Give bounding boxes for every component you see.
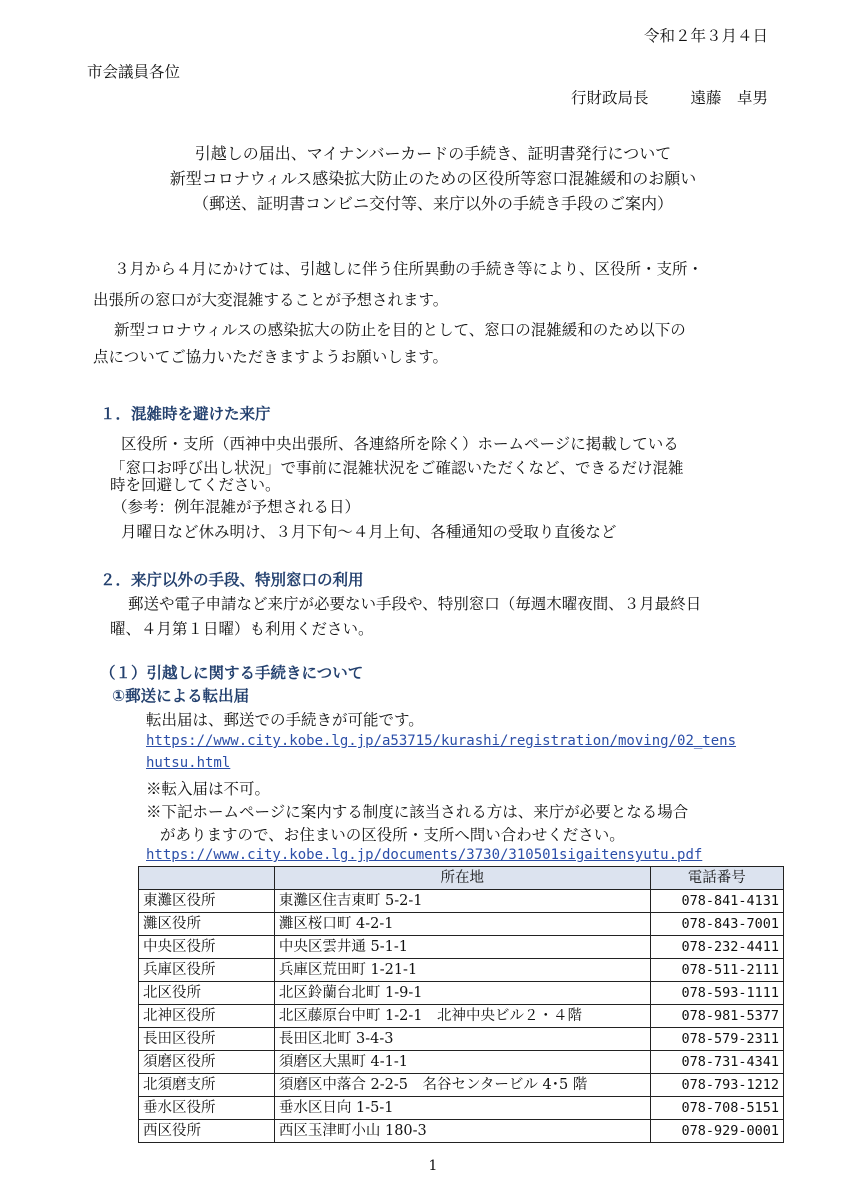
- table-row: [139, 1028, 784, 1051]
- section2-heading: ２．来庁以外の手段、特別窓口の利用: [100, 571, 364, 589]
- office-address: 垂水区日向 1-5-1: [274, 1097, 650, 1120]
- office-address: 北区藤原台中町 1-2-1 北神中央ビル２・４階: [274, 1005, 650, 1028]
- title-line-2: 新型コロナウィルス感染拡大防止のための区役所等窓口混雑緩和のお願い: [169, 169, 697, 188]
- intro-p1-line1: ３月から４月にかけては、引越しに伴う住所異動の手続き等により、区役所・支所・: [114, 260, 704, 278]
- office-address: 須磨区大黒町 4-1-1: [274, 1051, 650, 1074]
- section1-ref-text: 月曜日など休み明け、３月下旬〜４月上旬、各種通知の受取り直後など: [121, 523, 617, 541]
- table-header-row: [139, 867, 784, 890]
- office-phone: 078-708-5151: [650, 1097, 783, 1120]
- sender-name: 遠藤 卓男: [690, 89, 768, 107]
- office-address: 長田区北町 3-4-3: [274, 1028, 650, 1051]
- page-number: 1: [428, 1158, 438, 1174]
- section1-line3: 時を回避してください。: [110, 476, 281, 494]
- office-phone: 078-593-1111: [650, 982, 783, 1005]
- item-heading: ①郵送による転出届: [112, 687, 250, 705]
- table-row: [139, 890, 784, 913]
- office-phone: 078-232-4411: [650, 936, 783, 959]
- sender-title: 行財政局長: [570, 89, 649, 107]
- moving-out-link[interactable]: [146, 733, 736, 749]
- table-row: [139, 959, 784, 982]
- table-row: [139, 1051, 784, 1074]
- office-address: 兵庫区荒田町 1-21-1: [274, 959, 650, 982]
- section1-ref-label: （参考：例年混雑が予想される日）: [112, 498, 361, 516]
- moving-out-link-part1[interactable]: https://www.city.kobe.lg.jp/a53715/kurashi/registration/moving/02_tens: [146, 733, 737, 749]
- office-name: 中央区役所: [139, 936, 275, 959]
- office-phone: 078-579-2311: [650, 1028, 783, 1051]
- moving-out-link-part2[interactable]: hutsu.html: [146, 755, 231, 771]
- office-phone: 078-793-1212: [650, 1074, 783, 1097]
- office-name: 垂水区役所: [139, 1097, 275, 1120]
- office-phone: 078-981-5377: [650, 1005, 783, 1028]
- table-row: [139, 936, 784, 959]
- office-name: 灘区役所: [139, 913, 275, 936]
- office-phone: 078-731-4341: [650, 1051, 783, 1074]
- office-name: 東灘区役所: [139, 890, 275, 913]
- header-phone: 電話番号: [650, 867, 783, 890]
- office-phone: 078-929-0001: [650, 1120, 783, 1143]
- header-office: [139, 867, 275, 890]
- office-address: 北区鈴蘭台北町 1-9-1: [274, 982, 650, 1005]
- office-phone: 078-511-2111: [650, 959, 783, 982]
- note-inquiry-line1: ※下記ホームページに案内する制度に該当される方は、来庁が必要となる場合: [146, 803, 689, 821]
- section1-line1: 区役所・支所（西神中央出張所、各連絡所を除く）ホームページに掲載している: [121, 435, 679, 453]
- office-address: 中央区雲井通 5-1-1: [274, 936, 650, 959]
- table-row: [139, 1074, 784, 1097]
- office-phone: 078-843-7001: [650, 913, 783, 936]
- note-transfer-in: ※転入届は不可。: [146, 780, 271, 798]
- intro-p2-line2: 点についてご協力いただきますようお願いします。: [93, 348, 448, 366]
- office-name: 北区役所: [139, 982, 275, 1005]
- office-name: 兵庫区役所: [139, 959, 275, 982]
- note-inquiry-line2: がありますので、お住まいの区役所・支所へ問い合わせください。: [160, 826, 625, 844]
- section1-line2: 「窓口お呼び出し状況」で事前に混雑状況をご確認いただくなど、できるだけ混雑: [110, 459, 684, 477]
- office-phone: 078-841-4131: [650, 890, 783, 913]
- title-line-1: 引越しの届出、マイナンバーカードの手続き、証明書発行について: [194, 144, 672, 163]
- table-row: [139, 982, 784, 1005]
- subsection-heading: （１）引越しに関する手続きについて: [100, 664, 364, 682]
- section2-line2: 曜、４月第１日曜）も利用ください。: [110, 620, 374, 638]
- office-name: 北須磨支所: [139, 1074, 275, 1097]
- moving-out-link-continued[interactable]: [146, 755, 230, 771]
- table-row: [139, 1097, 784, 1120]
- office-name: 西区役所: [139, 1120, 275, 1143]
- item-line1: 転出届は、郵送での手続きが可能です。: [146, 711, 424, 729]
- table-row: [139, 913, 784, 936]
- office-address: 西区玉津町小山 180-3: [274, 1120, 650, 1143]
- office-address: 須磨区中落合 2-2-5 名谷センタービル 4･5 階: [274, 1074, 650, 1097]
- office-address: 灘区桜口町 4-2-1: [274, 913, 650, 936]
- table-row: [139, 1120, 784, 1143]
- ward-office-table: [138, 866, 784, 1143]
- system-info-link[interactable]: https://www.city.kobe.lg.jp/documents/3730/310501sigaitensyutu.pdf: [146, 847, 703, 863]
- header-address: 所在地: [274, 867, 650, 890]
- table-row: [139, 1005, 784, 1028]
- office-name: 長田区役所: [139, 1028, 275, 1051]
- office-address: 東灘区住吉東町 5-2-1: [274, 890, 650, 913]
- intro-p2-line1: 新型コロナウィルスの感染拡大の防止を目的として、窓口の混雑緩和のため以下の: [114, 321, 686, 339]
- office-name: 北神区役所: [139, 1005, 275, 1028]
- section2-line1: 郵送や電子申請など来庁が必要ない手段や、特別窓口（毎週木曜夜間、３月最終日: [128, 595, 702, 613]
- section1-heading: １．混雑時を避けた来庁: [100, 405, 271, 423]
- document-date: 令和２年３月４日: [643, 27, 768, 45]
- sender: [571, 86, 768, 108]
- recipient: 市会議員各位: [87, 63, 181, 81]
- title-line-3: （郵送、証明書コンビニ交付等、来庁以外の手続き手段のご案内）: [192, 194, 673, 213]
- intro-p1-line2: 出張所の窓口が大変混雑することが予想されます。: [93, 291, 449, 309]
- office-name: 須磨区役所: [139, 1051, 275, 1074]
